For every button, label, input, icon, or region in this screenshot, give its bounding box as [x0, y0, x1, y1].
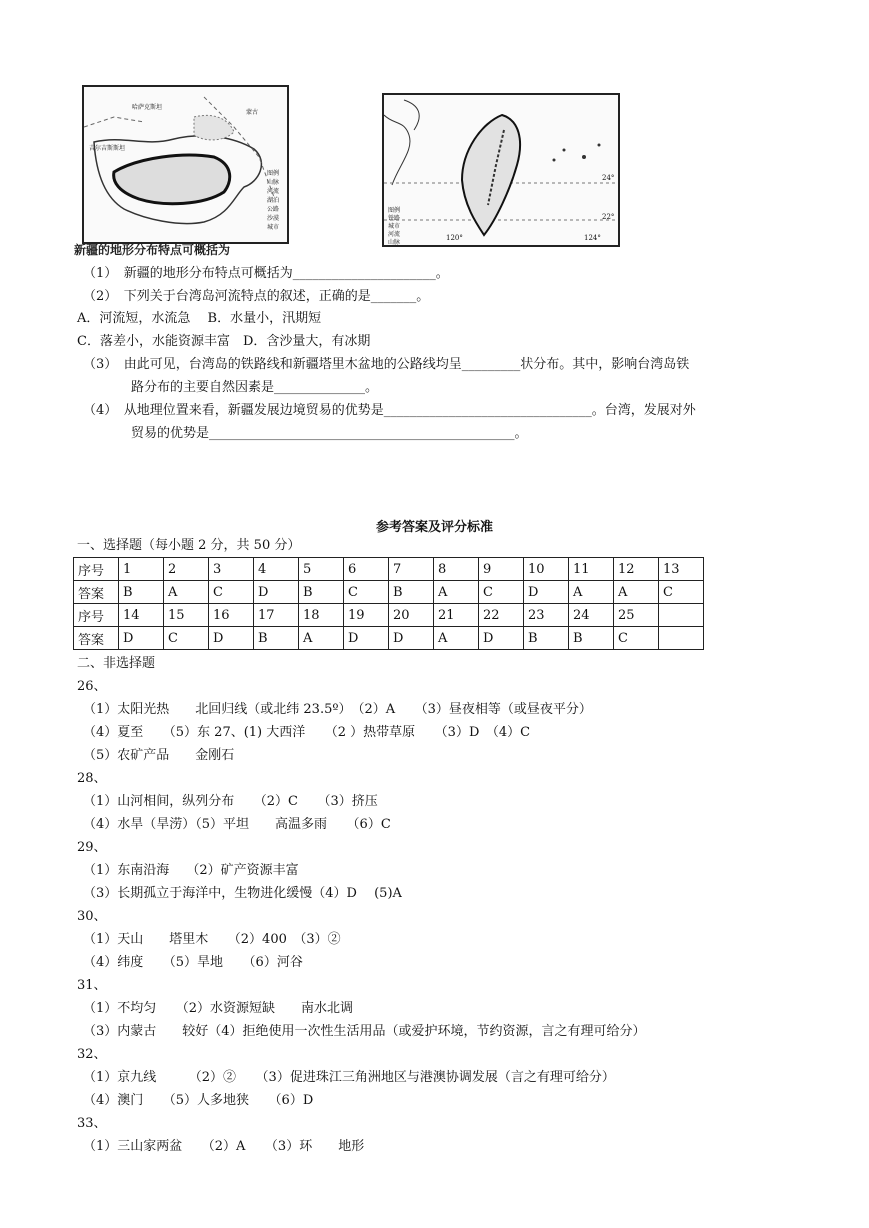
table-cell: C: [209, 581, 254, 604]
table-cell: B: [299, 581, 344, 604]
map-label-kyrgyzstan: 吉尔吉斯斯坦: [89, 145, 126, 152]
table-row: [74, 627, 704, 650]
table-cell: 11: [569, 558, 614, 581]
table-cell: 25: [614, 604, 659, 627]
table-cell: 12: [614, 558, 659, 581]
table-cell: 8: [434, 558, 479, 581]
taiwan-map-figure: [382, 93, 620, 247]
table-cell: 5: [299, 558, 344, 581]
lon-label-124: 124°: [584, 234, 601, 242]
table-cell: 23: [524, 604, 569, 627]
table-cell: 3: [209, 558, 254, 581]
section-nonchoice-heading: 二、非选择题: [77, 656, 156, 671]
answer-line: 33、: [77, 1116, 107, 1131]
answer-title: 参考答案及评分标准: [375, 520, 493, 535]
legend-mountain: 山脉: [388, 239, 401, 246]
answer-line: （1）山河相间，纵列分布 （2）C （3）挤压: [83, 794, 378, 809]
table-cell: 4: [254, 558, 299, 581]
table-cell: D: [209, 627, 254, 650]
answer-line: 29、: [77, 840, 107, 855]
map-label-mongolia: 蒙古: [246, 109, 259, 116]
table-cell: 7: [389, 558, 434, 581]
answer-line: （3）内蒙古 较好（4）拒绝使用一次性生活用品（或爱护环境，节约资源，言之有理可给分）: [83, 1024, 646, 1039]
table-cell: C: [659, 581, 704, 604]
legend-road: 公路: [267, 206, 280, 213]
table-cell: D: [344, 627, 389, 650]
table-row: [74, 558, 704, 581]
answer-line: 26、: [77, 679, 107, 694]
table-cell: D: [254, 581, 299, 604]
table-cell: 序号: [74, 558, 119, 581]
map-legend: [388, 207, 400, 247]
legend-city: 城市: [267, 224, 280, 231]
table-row: [74, 604, 704, 627]
table-cell: 20: [389, 604, 434, 627]
answer-line: （4）夏至 （5）东 27、(1) 大西洋 （2 ）热带草原 （3）D （4）C: [83, 725, 531, 740]
table-cell: D: [524, 581, 569, 604]
table-cell: 17: [254, 604, 299, 627]
table-cell: A: [434, 627, 479, 650]
lon-label-120: 120°: [446, 234, 463, 242]
table-cell: B: [119, 581, 164, 604]
question-2: （2） 下列关于台湾岛河流特点的叙述，正确的是_______。: [83, 289, 430, 304]
answer-line: （1）不均匀 （2）水资源短缺 南水北调: [83, 1001, 354, 1016]
lat-label-24: 24°: [602, 174, 615, 182]
map-label-kazakhstan: 哈萨克斯坦: [132, 104, 163, 111]
table-cell: D: [479, 627, 524, 650]
table-cell: 15: [164, 604, 209, 627]
table-cell: 16: [209, 604, 254, 627]
taiwan-map-graphic: [384, 95, 618, 245]
table-cell: C: [164, 627, 209, 650]
answer-line: （1）三山家两盆 （2）A （3）环 地形: [83, 1139, 365, 1154]
table-cell: 序号: [74, 604, 119, 627]
legend-city: 城市: [388, 223, 401, 230]
question-3-line1: （3） 由此可见，台湾岛的铁路线和新疆塔里木盆地的公路线均呈_________状分布。其中，影响台湾岛铁: [83, 357, 690, 372]
answer-line: （4）纬度 （5）旱地 （6）河谷: [83, 955, 303, 970]
table-cell: 答案: [74, 627, 119, 650]
answer-line: （1）天山 塔里木 （2）400 （3）②: [83, 932, 341, 947]
table-cell: B: [389, 581, 434, 604]
table-cell: C: [344, 581, 389, 604]
table-cell: B: [254, 627, 299, 650]
question-1: （1） 新疆的地形分布特点可概括为______________________。: [83, 266, 449, 281]
answer-line: 28、: [77, 771, 107, 786]
question-2-options-ab: A．河流短，水流急 B．水量小，汛期短: [77, 311, 322, 326]
table-cell: A: [164, 581, 209, 604]
table-cell: 13: [659, 558, 704, 581]
legend-title: 图例: [267, 170, 280, 177]
table-cell: C: [614, 627, 659, 650]
table-row: [74, 581, 704, 604]
figure-caption: 新疆的地形分布特点可概括为: [74, 243, 231, 257]
table-cell: [659, 604, 704, 627]
legend-river: 河流: [267, 188, 280, 195]
table-cell: 14: [119, 604, 164, 627]
answer-line: （4）水旱（旱涝）（5）平坦 高温多雨 （6）C: [83, 817, 391, 832]
answer-line: （1）东南沿海 （2）矿产资源丰富: [83, 863, 299, 878]
table-cell: 2: [164, 558, 209, 581]
lat-label-22: 22°: [602, 213, 615, 221]
question-4-line1: （4） 从地理位置来看，新疆发展边境贸易的优势是________________________________。台湾，发展对外: [83, 403, 696, 418]
table-cell: 答案: [74, 581, 119, 604]
question-4-line2: 贸易的优势是_______________________________________________。: [131, 426, 528, 441]
legend-desert: 沙漠: [267, 215, 280, 222]
table-cell: A: [299, 627, 344, 650]
legend-river: 河流: [388, 231, 401, 238]
table-cell: 1: [119, 558, 164, 581]
table-cell: 9: [479, 558, 524, 581]
section-choice-heading: 一、选择题（每小题 2 分，共 50 分）: [77, 538, 301, 553]
table-cell: 10: [524, 558, 569, 581]
xinjiang-map-figure: [82, 85, 289, 244]
answer-line: （3）长期孤立于海洋中，生物进化缓慢（4）D (5)A: [83, 886, 402, 901]
legend-mountain: 山脉: [267, 179, 280, 186]
table-cell: 22: [479, 604, 524, 627]
table-cell: D: [119, 627, 164, 650]
table-cell: 24: [569, 604, 614, 627]
table-cell: A: [614, 581, 659, 604]
answer-line: （4）澳门 （5）人多地狭 （6）D: [83, 1093, 314, 1108]
table-cell: 6: [344, 558, 389, 581]
answer-line: 32、: [77, 1047, 107, 1062]
answer-line: （1）京九线 （2）② （3）促进珠江三角洲地区与港澳协调发展（言之有理可给分）: [83, 1070, 615, 1085]
answer-table: [73, 557, 704, 650]
answer-line: 30、: [77, 909, 107, 924]
table-cell: 18: [299, 604, 344, 627]
table-cell: B: [524, 627, 569, 650]
table-cell: A: [569, 581, 614, 604]
table-cell: 21: [434, 604, 479, 627]
legend-lake: 湖泊: [267, 197, 280, 204]
legend-railway: 铁路: [388, 215, 401, 222]
answer-line: （1）太阳光热 北回归线（或北纬 23.5º） （2）A （3）昼夜相等（或昼夜平分）: [83, 702, 592, 717]
legend-title: 图例: [388, 207, 401, 214]
table-cell: 19: [344, 604, 389, 627]
table-cell: D: [389, 627, 434, 650]
map-legend: [267, 169, 285, 232]
table-cell: C: [479, 581, 524, 604]
table-cell: [659, 627, 704, 650]
question-3-line2: 路分布的主要自然因素是______________。: [131, 380, 379, 395]
question-2-options-cd: C．落差小，水能资源丰富 D．含沙量大，有冰期: [77, 334, 371, 349]
table-cell: A: [434, 581, 479, 604]
answer-line: 31、: [77, 978, 107, 993]
answer-line: （5）农矿产品 金刚石: [83, 748, 235, 763]
table-cell: B: [569, 627, 614, 650]
